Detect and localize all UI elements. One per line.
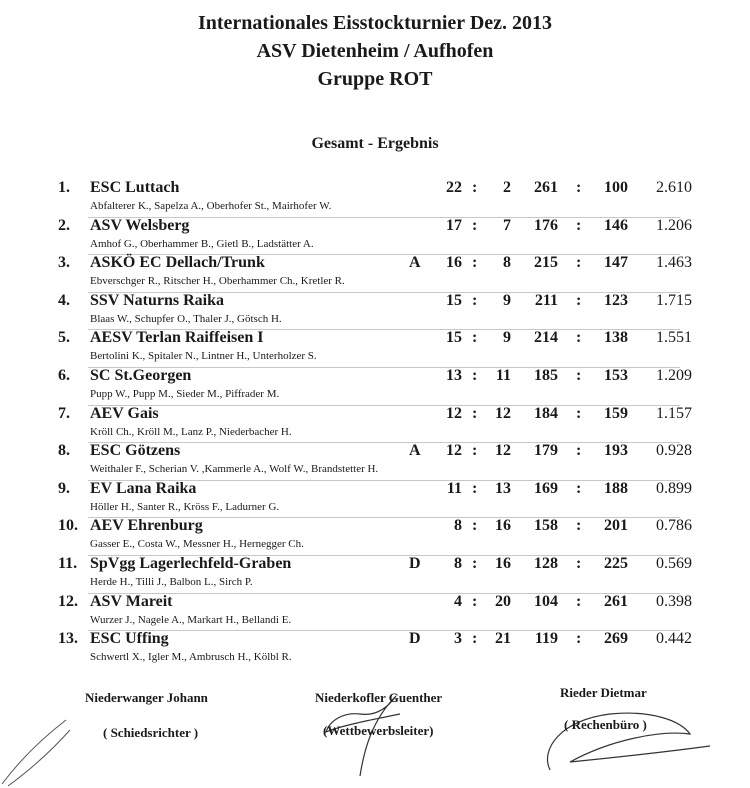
- quotient: 1.206: [656, 216, 692, 234]
- points-lost: 2: [503, 179, 511, 196]
- score-separator: :: [576, 630, 582, 648]
- points-won: 17: [446, 216, 462, 234]
- score-for: 214: [534, 329, 558, 347]
- score-for: 176: [534, 216, 558, 234]
- points-separator: :: [472, 254, 478, 272]
- team-name: ESC Luttach: [90, 179, 180, 196]
- team-name: SC St.Georgen: [90, 366, 192, 384]
- player-list: Bertolini K., Spitaler N., Lintner H., Unterholzer S.: [90, 350, 317, 363]
- player-list: Abfalterer K., Sapelza A., Oberhofer St., Mairhofer W.: [90, 200, 332, 212]
- player-list: Pupp W., Pupp M., Sieder M., Piffrader M.: [90, 387, 280, 400]
- team-name: SSV Naturns Raika: [90, 291, 224, 309]
- score-against: 225: [604, 554, 628, 572]
- rank: 11.: [58, 554, 78, 572]
- points-separator: :: [472, 479, 478, 497]
- score-against: 201: [604, 517, 628, 535]
- table-row: [0, 178, 750, 216]
- points-separator: :: [472, 442, 478, 460]
- score-against: 159: [604, 404, 628, 422]
- rank: 2.: [58, 216, 70, 234]
- signature-role-referee: ( Schiedsrichter ): [103, 725, 199, 740]
- points-lost: 9: [503, 329, 511, 347]
- table-row: [0, 291, 750, 329]
- player-list: Herde H., Tilli J., Balbon L., Sirch P.: [90, 575, 253, 588]
- points-lost: 21: [495, 630, 511, 648]
- quotient: 0.786: [656, 517, 692, 535]
- quotient: 0.899: [656, 479, 692, 497]
- points-lost: 13: [495, 479, 511, 497]
- score-for: 185: [534, 366, 558, 384]
- points-won: 15: [446, 291, 462, 309]
- team-name: AEV Ehrenburg: [90, 517, 203, 535]
- country-flag: D: [409, 554, 421, 572]
- score-for: 158: [534, 517, 558, 535]
- team-name: ESC Uffing: [90, 630, 169, 648]
- quotient: 2.610: [656, 179, 692, 196]
- points-won: 13: [446, 366, 462, 384]
- points-won: 12: [446, 404, 462, 422]
- points-lost: 16: [495, 517, 511, 535]
- table-row: [0, 253, 750, 291]
- rank: 12.: [58, 592, 78, 610]
- rank: 3.: [58, 254, 70, 272]
- rank: 10.: [58, 517, 78, 535]
- signature-role-scoring-office: ( Rechenbüro ): [564, 717, 647, 732]
- score-separator: :: [576, 404, 582, 422]
- score-separator: :: [576, 291, 582, 309]
- score-for: 128: [534, 554, 558, 572]
- quotient: 0.928: [656, 442, 692, 460]
- score-for: 104: [534, 592, 558, 610]
- signature-scribble-right: [530, 690, 720, 788]
- points-lost: 12: [495, 404, 511, 422]
- score-separator: :: [576, 366, 582, 384]
- group-name: Gruppe ROT: [317, 68, 433, 90]
- points-separator: :: [472, 517, 478, 535]
- score-for: 215: [534, 254, 558, 272]
- points-separator: :: [472, 216, 478, 234]
- table-row: [0, 216, 750, 254]
- table-row: [0, 592, 750, 630]
- points-lost: 12: [495, 442, 511, 460]
- player-list: Schwertl X., Igler M., Ambrusch H., Kölbl R.: [90, 651, 292, 664]
- points-won: 4: [454, 592, 462, 610]
- table-row: [0, 516, 750, 554]
- table-row: [0, 479, 750, 517]
- points-separator: :: [472, 366, 478, 384]
- table-row: [0, 328, 750, 366]
- quotient: 0.398: [656, 592, 692, 610]
- player-list: Höller H., Santer R., Kröss F., Ladurner G.: [90, 500, 280, 513]
- team-name: AEV Gais: [90, 404, 159, 422]
- rank: 13.: [58, 630, 78, 648]
- score-separator: :: [576, 592, 582, 610]
- results-table: [0, 178, 750, 667]
- score-against: 188: [604, 479, 628, 497]
- score-against: 147: [604, 254, 628, 272]
- points-won: 3: [454, 630, 462, 648]
- score-for: 261: [534, 179, 558, 196]
- quotient: 1.209: [656, 366, 692, 384]
- score-separator: :: [576, 254, 582, 272]
- results-subtitle: Gesamt - Ergebnis: [311, 135, 439, 152]
- score-against: 269: [604, 630, 628, 648]
- country-flag: D: [409, 630, 421, 648]
- score-against: 100: [604, 179, 628, 196]
- team-name: ASV Mareit: [90, 592, 173, 610]
- score-for: 169: [534, 479, 558, 497]
- points-lost: 9: [503, 291, 511, 309]
- points-won: 22: [446, 179, 462, 196]
- score-separator: :: [576, 179, 582, 196]
- team-name: ASV Welsberg: [90, 216, 190, 234]
- score-against: 153: [604, 366, 628, 384]
- table-row: [0, 629, 750, 667]
- score-separator: :: [576, 479, 582, 497]
- points-separator: :: [472, 592, 478, 610]
- score-separator: :: [576, 216, 582, 234]
- score-separator: :: [576, 329, 582, 347]
- quotient: 1.157: [656, 404, 692, 422]
- team-name: ASKÖ EC Dellach/Trunk: [90, 254, 265, 272]
- player-list: Wurzer J., Nagele A., Markart H., Bellandi E.: [90, 613, 292, 626]
- rank: 4.: [58, 291, 70, 309]
- document-title: Internationales Eisstockturnier Dez. 2013: [197, 12, 553, 34]
- rank: 9.: [58, 479, 70, 497]
- rank: 7.: [58, 404, 70, 422]
- player-list: Amhof G., Oberhammer B., Gietl B., Ladstätter A.: [90, 237, 314, 250]
- signature-name-scoring-office: Rieder Dietmar: [560, 685, 647, 700]
- player-list: Weithaler F., Scherian V. ,Kammerle A., Wolf W., Brandstetter H.: [90, 463, 379, 476]
- player-list: Blaas W., Schupfer O., Thaler J., Götsch H.: [90, 312, 282, 325]
- points-won: 16: [446, 254, 462, 272]
- score-separator: :: [576, 442, 582, 460]
- event-venue: ASV Dietenheim / Aufhofen: [256, 40, 494, 62]
- rank: 1.: [58, 179, 70, 196]
- score-against: 123: [604, 291, 628, 309]
- player-list: Ebverschger R., Ritscher H., Oberhammer Ch., Kretler R.: [90, 275, 345, 288]
- score-against: 146: [604, 216, 628, 234]
- team-name: EV Lana Raika: [90, 479, 197, 497]
- quotient: 1.463: [656, 254, 692, 272]
- signature-name-competition-director: Niederkofler Guenther: [315, 690, 443, 705]
- points-won: 8: [454, 517, 462, 535]
- points-separator: :: [472, 404, 478, 422]
- rank: 6.: [58, 366, 70, 384]
- table-row: [0, 404, 750, 442]
- points-lost: 20: [495, 592, 511, 610]
- rank: 8.: [58, 442, 70, 460]
- quotient: 0.569: [656, 554, 692, 572]
- quotient: 1.715: [656, 291, 692, 309]
- points-separator: :: [472, 329, 478, 347]
- points-lost: 8: [503, 254, 511, 272]
- team-name: ESC Götzens: [90, 442, 181, 460]
- player-list: Gasser E., Costa W., Messner H., Hernegger Ch.: [90, 538, 304, 551]
- table-row: [0, 554, 750, 592]
- points-lost: 7: [503, 216, 511, 234]
- points-won: 11: [446, 479, 462, 497]
- score-separator: :: [576, 554, 582, 572]
- points-separator: :: [472, 554, 478, 572]
- country-flag: A: [409, 254, 421, 272]
- points-separator: :: [472, 630, 478, 648]
- score-against: 261: [604, 592, 628, 610]
- rank: 5.: [58, 329, 70, 347]
- points-separator: :: [472, 179, 478, 196]
- points-lost: 16: [495, 554, 511, 572]
- points-lost: 11: [495, 366, 511, 384]
- points-separator: :: [472, 291, 478, 309]
- score-separator: :: [576, 517, 582, 535]
- score-against: 138: [604, 329, 628, 347]
- team-name: AESV Terlan Raiffeisen I: [90, 329, 264, 347]
- score-for: 211: [534, 291, 558, 309]
- table-row: [0, 366, 750, 404]
- score-against: 193: [604, 442, 628, 460]
- table-row: [0, 441, 750, 479]
- signature-role-competition-director: (Wettbewerbsleiter): [323, 723, 434, 738]
- points-won: 8: [454, 554, 462, 572]
- player-list: Kröll Ch., Kröll M., Lanz P., Niederbacher H.: [90, 425, 292, 438]
- score-for: 119: [534, 630, 558, 648]
- country-flag: A: [409, 442, 421, 460]
- points-won: 12: [446, 442, 462, 460]
- score-for: 179: [534, 442, 558, 460]
- points-won: 15: [446, 329, 462, 347]
- team-name: SpVgg Lagerlechfeld-Graben: [90, 554, 292, 572]
- score-for: 184: [534, 404, 558, 422]
- signature-name-referee: Niederwanger Johann: [85, 690, 208, 705]
- quotient: 0.442: [656, 630, 692, 648]
- quotient: 1.551: [656, 329, 692, 347]
